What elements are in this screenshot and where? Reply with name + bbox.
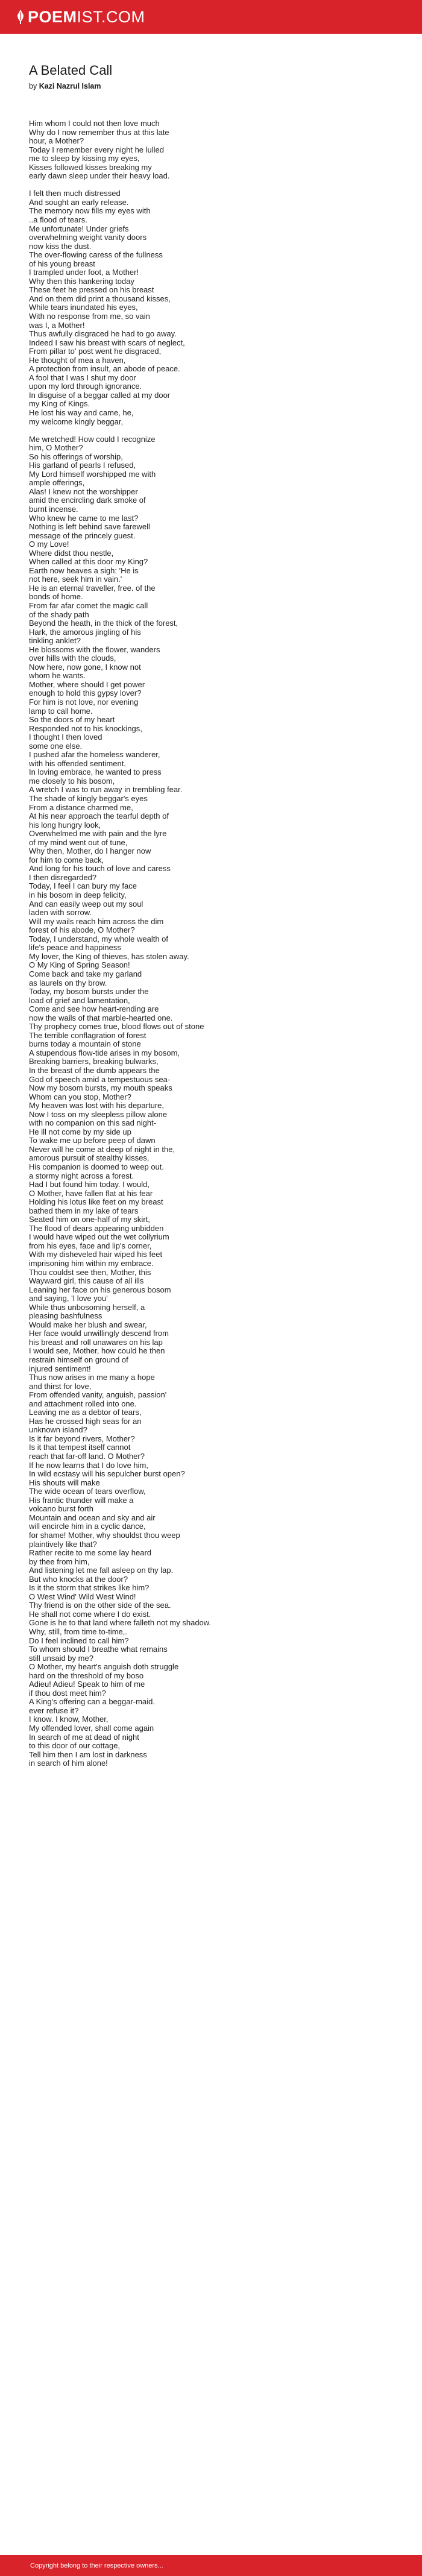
poem-line: some one else. bbox=[29, 741, 83, 751]
site-logo[interactable] bbox=[17, 8, 145, 27]
poem-line: not here, seek him in vain.' bbox=[29, 575, 122, 584]
poem-line: ample offerings, bbox=[29, 478, 85, 488]
poem-line: of his young breast bbox=[29, 259, 95, 268]
poem-line: Hark, the amorous jingling of his bbox=[29, 627, 141, 637]
poem-line: Now my bosom bursts, my mouth speaks bbox=[29, 1083, 172, 1093]
poem-line: My offended lover, shall come again bbox=[29, 1723, 154, 1733]
poem-line: laden with sorrow. bbox=[29, 908, 92, 918]
poem-line: When called at this door my King? bbox=[29, 557, 148, 567]
poem-line: The terrible conflagration of forest bbox=[29, 1030, 146, 1040]
poem-line: O my Love! bbox=[29, 540, 69, 549]
poem-line: From pillar to' post went he disgraced, bbox=[29, 347, 162, 356]
poem-line: his breast and roll unawares on his lap bbox=[29, 1337, 163, 1347]
poem-line: Nothing is left behind save farewell bbox=[29, 522, 150, 532]
stanza bbox=[29, 119, 397, 181]
poem-line: And long for his touch of love and caress bbox=[29, 864, 171, 874]
poem-line: While thus unbosoming herself, a bbox=[29, 1302, 145, 1312]
poem-line: To whom should I breathe what remains bbox=[29, 1645, 168, 1654]
byline bbox=[29, 82, 397, 90]
poem-line: restrain himself on ground of bbox=[29, 1355, 128, 1365]
poem-line: From offended vanity, anguish, passion' bbox=[29, 1390, 167, 1400]
poem-line: From far afar comet the magic call bbox=[29, 600, 148, 610]
poem-line: A King's offering can a beggar-maid. bbox=[29, 1697, 155, 1707]
poem-line: At his near approach the tearful depth of bbox=[29, 811, 169, 821]
poem-line: Indeed I saw his breast with scars of neglect, bbox=[29, 338, 185, 347]
poem-line: with his offended sentiment. bbox=[29, 758, 126, 768]
poem-line: Today I remember every night he lulled bbox=[29, 145, 165, 154]
poem-line: O West Wind' Wild West Wind! bbox=[29, 1592, 136, 1601]
poem-line: Adieu! Adieu! Speak to him of me bbox=[29, 1680, 145, 1689]
poem-line: ..a flood of tears. bbox=[29, 215, 87, 224]
poem-line: Is it far beyond rivers, Mother? bbox=[29, 1434, 135, 1443]
poem-line: A fool that I was I shut my door bbox=[29, 373, 136, 382]
poem-line: His frantic thunder will make a bbox=[29, 1495, 134, 1505]
poem-line: I felt then much distressed bbox=[29, 189, 121, 198]
logo-light-text: IST.COM bbox=[77, 7, 145, 26]
poem-line: Would make her blush and swear, bbox=[29, 1320, 147, 1329]
poem-line: Why then this hankering today bbox=[29, 276, 134, 286]
poem-line: with no companion on this sad night- bbox=[29, 1118, 157, 1128]
poem-line: Leaning her face on his generous bosom bbox=[29, 1285, 171, 1294]
poem-line: Who knew he came to me last? bbox=[29, 513, 139, 523]
poem-line: He shall not come where I do exist. bbox=[29, 1609, 151, 1619]
poem-line: amorous pursuit of stealthy kisses, bbox=[29, 1153, 150, 1163]
poem-line: So his offerings of worship, bbox=[29, 452, 123, 461]
poem-line: He is an eternal traveller, free. of the bbox=[29, 583, 156, 593]
quill-icon bbox=[17, 10, 24, 24]
poem-line: burns today a mountain of stone bbox=[29, 1039, 141, 1049]
poem-line: In disguise of a beggar called at my door bbox=[29, 390, 171, 400]
poem-line: now kiss the dust. bbox=[29, 241, 92, 251]
poem-line: Wayward girl, this cause of all ills bbox=[29, 1276, 144, 1286]
poem-line: Where didst thou nestle, bbox=[29, 548, 114, 558]
poem-line: reach that far-off land. O Mother? bbox=[29, 1452, 145, 1461]
poem-line: These feet he pressed on his breast bbox=[29, 285, 154, 295]
poem-line: Why, still, from time to-time,. bbox=[29, 1627, 127, 1636]
poem-line: now the wails of that marble-hearted one. bbox=[29, 1013, 173, 1022]
poem-line: I thought I then loved bbox=[29, 732, 102, 742]
poem-line: him, O Mother? bbox=[29, 443, 83, 453]
poem-line: He ill not come by my side up bbox=[29, 1127, 131, 1136]
poem-line: volcano burst forth bbox=[29, 1504, 93, 1514]
poem-line: for him to come back, bbox=[29, 855, 104, 864]
poem-line: Thy friend is on the other side of the sea. bbox=[29, 1601, 171, 1610]
poem-line: enough to hold this gypsy lover? bbox=[29, 688, 142, 698]
poem-line: A wretch I was to run away in trembling fear. bbox=[29, 785, 183, 795]
poem-line: early dawn sleep under their heavy load. bbox=[29, 171, 170, 181]
poem-line: Is it the storm that strikes like him? bbox=[29, 1583, 150, 1593]
poem-line: Come and see how heart-rending are bbox=[29, 1004, 159, 1014]
poem-line: message of the princely guest. bbox=[29, 531, 136, 540]
poem-line: unknown island? bbox=[29, 1425, 87, 1435]
poem-line: A protection from insult, an abode of peace. bbox=[29, 364, 180, 374]
poem-line: Is it that tempest itself cannot bbox=[29, 1443, 131, 1452]
poem-line: Breaking barriers, breaking bulwarks, bbox=[29, 1057, 159, 1066]
poem-line: Never will he come at deep of night in the, bbox=[29, 1144, 175, 1154]
poem-title: A Belated Call bbox=[29, 63, 113, 78]
poem-line: Has he crossed high seas for an bbox=[29, 1416, 142, 1426]
poem-line: Thou couldst see then, Mother, this bbox=[29, 1267, 151, 1277]
poem-line: The shade of kingly beggar's eyes bbox=[29, 794, 148, 804]
poem-line: O My King of Spring Season! bbox=[29, 960, 130, 970]
poem-line: The wide ocean of tears overflow, bbox=[29, 1487, 146, 1496]
poem-line: O Mother, have fallen flat at his fear bbox=[29, 1188, 153, 1198]
poem-content bbox=[29, 63, 397, 1777]
author-link[interactable]: Kazi Nazrul Islam bbox=[39, 82, 101, 90]
poem-line: Leaving me as a debtor of tears, bbox=[29, 1408, 142, 1417]
poem-line: Had I but found him today. I would, bbox=[29, 1180, 150, 1189]
poem-line: burnt incense. bbox=[29, 504, 78, 514]
poem-line: And on them did print a thousand kisses, bbox=[29, 294, 171, 303]
logo-wordmark bbox=[28, 8, 145, 27]
poem-line: hard on the threshold of my boso bbox=[29, 1671, 144, 1680]
poem-line: bathed them in my lake of tears bbox=[29, 1206, 139, 1215]
poem-line: upon my lord through ignorance. bbox=[29, 382, 142, 391]
poem-line: O Mother, my heart's anguish doth struggle bbox=[29, 1662, 179, 1672]
poem-line: In the breast of the dumb appears the bbox=[29, 1065, 160, 1075]
poem-line: Tell him then I am lost in darkness bbox=[29, 1749, 147, 1759]
poem-body bbox=[29, 119, 397, 1768]
poem-line: whom he wants. bbox=[29, 671, 86, 681]
poem-line: I then disregarded? bbox=[29, 872, 97, 882]
poem-line: To wake me up before peep of dawn bbox=[29, 1136, 156, 1145]
poem-line: if thou dost meet him? bbox=[29, 1688, 106, 1698]
poem-line: Now I toss on my sleepless pillow alone bbox=[29, 1109, 168, 1119]
poem-line: ever refuse it? bbox=[29, 1705, 79, 1715]
poem-line: With my disheveled hair wiped his feet bbox=[29, 1250, 163, 1259]
poem-line: Beyond the heath, in the thick of the forest, bbox=[29, 619, 178, 628]
poem-line: hour, a Mother? bbox=[29, 136, 84, 146]
poem-line: Come back and take my garland bbox=[29, 969, 142, 978]
poem-line: tinkling anklet? bbox=[29, 636, 81, 646]
poem-line: His garland of pearls I refused, bbox=[29, 461, 136, 470]
poem-line: Why do I now remember thus at this late bbox=[29, 127, 169, 137]
poem-line: and attachment rolled into one. bbox=[29, 1399, 137, 1408]
poem-line: Thus now arises in me many a hope bbox=[29, 1373, 155, 1382]
poem-line: forest of his abode, O Mother? bbox=[29, 925, 135, 935]
poem-line: Responded not to his knockings, bbox=[29, 723, 142, 733]
poem-line: me to sleep by kissing my eyes, bbox=[29, 154, 140, 163]
poem-line: load of grief and lamentation, bbox=[29, 995, 130, 1005]
poem-line: his long hungry look, bbox=[29, 820, 101, 830]
poem-line: With no response from me, so vain bbox=[29, 311, 150, 321]
poem-line: The flood of dears appearing unbidden bbox=[29, 1223, 164, 1233]
poem-line: In search of me at dead of night bbox=[29, 1732, 139, 1742]
poem-line: in his bosom in deep felicity, bbox=[29, 890, 127, 900]
poem-line: my welcome kingly beggar, bbox=[29, 417, 124, 426]
poem-line: And sought an early release. bbox=[29, 197, 129, 207]
poem-line: pleasing bashfulness bbox=[29, 1311, 102, 1321]
poem-line: amid the encircling dark smoke of bbox=[29, 496, 146, 505]
poem-line: and thirst for love, bbox=[29, 1381, 92, 1391]
poem-line: While tears inundated his eyes, bbox=[29, 303, 138, 312]
poem-line: So the doors of my heart bbox=[29, 715, 115, 725]
poem-line: Thus awfully disgraced he had to go away. bbox=[29, 329, 177, 339]
poem-line: I know. I know, Mother, bbox=[29, 1715, 109, 1724]
poem-line: was I, a Mother! bbox=[29, 320, 85, 330]
footer bbox=[0, 2555, 422, 2576]
poem-line: I trampled under foot, a Mother! bbox=[29, 268, 139, 277]
poem-line: I would see, Mother, how could he then bbox=[29, 1346, 165, 1356]
poem-line: of the shady path bbox=[29, 609, 89, 619]
poem-line: His companion is doomed to weep out. bbox=[29, 1162, 165, 1171]
poem-line: Me wretched! How could I recognize bbox=[29, 434, 156, 444]
poem-line: Alas! I knew not the worshipper bbox=[29, 487, 138, 496]
poem-line: from his eyes, face and lip's corner, bbox=[29, 1241, 152, 1250]
top-bar bbox=[0, 0, 422, 34]
poem-line: Whom can you stop, Mother? bbox=[29, 1092, 131, 1101]
poem-line: a stormy night across a forest. bbox=[29, 1171, 134, 1180]
poem-line: injured sentiment! bbox=[29, 1364, 91, 1373]
poem-line: Mountain and ocean and sky and air bbox=[29, 1513, 156, 1522]
poem-line: Kisses followed kisses breaking my bbox=[29, 162, 152, 172]
poem-line: My heaven was lost with his departure, bbox=[29, 1101, 164, 1110]
poem-line: And can easily weep out my soul bbox=[29, 899, 143, 909]
poem-line: Her face would unwillingly descend from bbox=[29, 1329, 169, 1338]
poem-line: for shame! Mother, why shouldst thou weep bbox=[29, 1530, 180, 1540]
poem-line: And listening let me fall asleep on thy lap. bbox=[29, 1566, 174, 1575]
poem-line: In wild ecstasy will his sepulcher burst open? bbox=[29, 1469, 185, 1479]
poem-line: Him whom I could not then love much bbox=[29, 119, 160, 128]
poem-line: Why then, Mother, do I hanger now bbox=[29, 846, 151, 856]
poem-line: and saying, 'I love you' bbox=[29, 1294, 108, 1303]
poem-line: He blossoms with the flower, wanders bbox=[29, 644, 160, 654]
poem-line: Today, my bosom bursts under the bbox=[29, 987, 149, 997]
poem-line: Holding his lotus like feet on my breast bbox=[29, 1197, 163, 1207]
poem-line: Seated him on one-half of my skirt, bbox=[29, 1215, 150, 1224]
poem-line: imprisoning him within my embrace. bbox=[29, 1259, 154, 1268]
poem-line: Me unfortunate! Under griefs bbox=[29, 224, 129, 233]
poem-line: Will my wails reach him across the dim bbox=[29, 916, 164, 926]
poem-line: of my mind went out of tune, bbox=[29, 837, 128, 847]
poem-line: my King of Kings. bbox=[29, 399, 90, 409]
poem-line: My Lord himself worshipped me with bbox=[29, 469, 156, 479]
poem-line: If he now learns that I do love him, bbox=[29, 1460, 148, 1470]
poem-line: life's peace and happiness bbox=[29, 943, 121, 953]
poem-line: in search of him alone! bbox=[29, 1759, 108, 1768]
poem-line: A stupendous flow-tide arises in my bosom, bbox=[29, 1048, 180, 1057]
poem-line: But who knocks at the door? bbox=[29, 1574, 128, 1584]
poem-line: I would have wiped out the wet collyrium bbox=[29, 1232, 169, 1242]
poem-line: Mother, where should I get power bbox=[29, 679, 145, 689]
poem-line: In loving embrace, he wanted to press bbox=[29, 767, 162, 777]
stanza bbox=[29, 435, 397, 1768]
poem-line: My lover, the King of thieves, has stolen away. bbox=[29, 951, 189, 961]
poem-line: by thee from him, bbox=[29, 1557, 90, 1566]
poem-line: The over-flowing caress of the fullness bbox=[29, 250, 163, 260]
stanza bbox=[29, 189, 397, 426]
poem-line: He thought of mea a haven, bbox=[29, 355, 126, 365]
poem-line: Rather recite to me some lay heard bbox=[29, 1548, 152, 1558]
poem-line: God of speech amid a tempestuous sea- bbox=[29, 1074, 171, 1084]
poem-line: over hills with the clouds, bbox=[29, 653, 116, 663]
copyright-text: Copyright belong to their respective owners... bbox=[30, 2562, 163, 2569]
poem-line: Overwhelmed me with pain and the lyre bbox=[29, 829, 167, 839]
poem-line: For him is not love, nor evening bbox=[29, 698, 139, 707]
poem-line: I pushed afar the homeless wanderer, bbox=[29, 750, 160, 760]
poem-line: to this door of our cottage, bbox=[29, 1741, 121, 1751]
poem-line: Today, I understand, my whole wealth of bbox=[29, 934, 168, 943]
poem-line: will encircle him in a cyclic dance, bbox=[29, 1522, 146, 1531]
poem-line: Thy prophecy comes true, blood flows out of stone bbox=[29, 1022, 204, 1031]
poem-line: overwhelming weight vanity doors bbox=[29, 233, 147, 242]
by-label: by bbox=[29, 82, 37, 90]
poem-line: The memory now fills my eyes with bbox=[29, 206, 151, 216]
poem-line: still unsaid by me? bbox=[29, 1653, 93, 1663]
poem-line: Now here, now gone, I know not bbox=[29, 662, 141, 672]
poem-line: me closely to his bosom, bbox=[29, 776, 115, 786]
logo-bold-text: POEM bbox=[28, 7, 77, 26]
poem-line: Earth now heaves a sigh: 'He is bbox=[29, 565, 139, 575]
poem-line: Today, I feel I can bury my face bbox=[29, 881, 137, 891]
poem-line: From a distance charmed me, bbox=[29, 802, 133, 812]
poem-line: lamp to call home. bbox=[29, 706, 93, 716]
poem-line: plaintively like that? bbox=[29, 1539, 97, 1549]
poem-line: Do I feel inclined to call him? bbox=[29, 1636, 129, 1645]
poem-line: bonds of home. bbox=[29, 592, 83, 602]
poem-line: as laurels on thy brow. bbox=[29, 978, 107, 987]
poem-line: He lost his way and came, he, bbox=[29, 408, 134, 417]
poem-line: Gone is he to that land where falleth not my shadow. bbox=[29, 1618, 212, 1628]
poem-line: His shouts will make bbox=[29, 1478, 100, 1487]
